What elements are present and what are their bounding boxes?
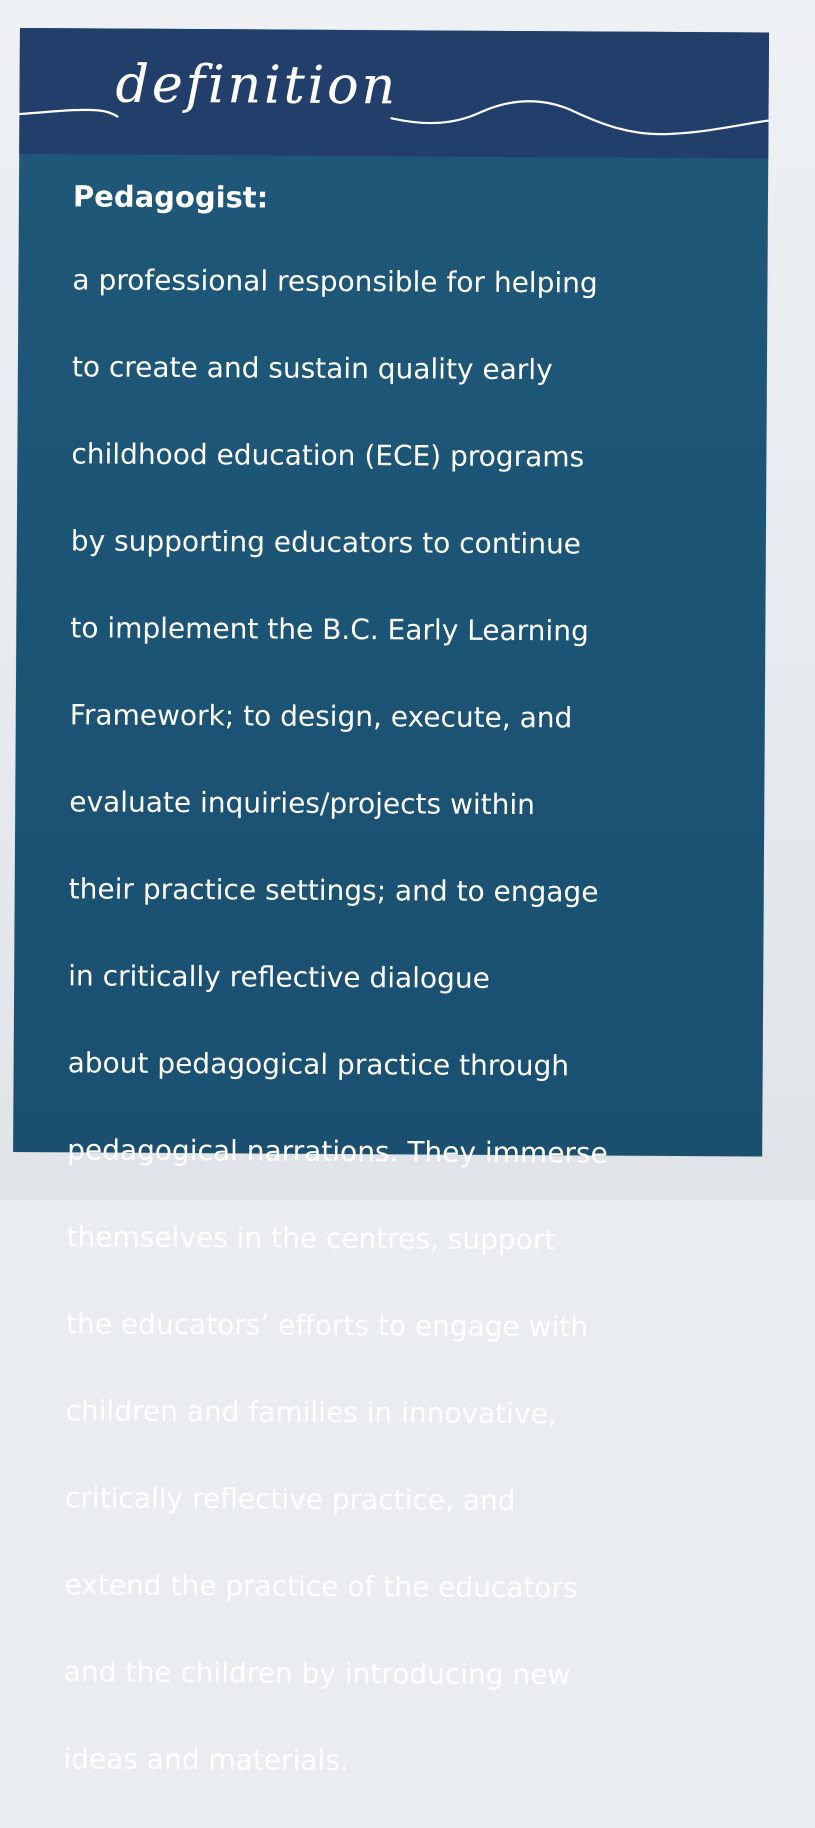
definition-line: their practice settings; and to engage [68, 871, 599, 909]
definition-line: and the children by introducing new [63, 1654, 571, 1691]
definition-line: to implement the B.C. Early Learning [70, 610, 589, 647]
definition-line: a professional responsible for helping [72, 262, 598, 300]
definition-line: pedagogical narrations. They immerse [67, 1132, 608, 1170]
term-heading: Pedagogist: [72, 179, 269, 215]
definition-line: evaluate inquiries/projects within [69, 784, 536, 821]
definition-line: extend the practice of the educators [64, 1567, 578, 1604]
definition-line: themselves in the centres, support [66, 1219, 556, 1256]
definition-line: to create and sustain quality early [71, 349, 553, 386]
definition-line: by supporting educators to continue [70, 523, 582, 560]
card-header [19, 28, 769, 159]
header-title: definition [115, 54, 399, 117]
definition-line: critically reflective practice, and [64, 1480, 516, 1517]
definition-line: ideas and materials. [63, 1741, 349, 1777]
definition-line: in critically reflective dialogue [68, 958, 490, 995]
definition-card [13, 28, 769, 1777]
definition-line: childhood education (ECE) programs [71, 436, 585, 473]
definition-line: the educators’ efforts to engage with [65, 1306, 589, 1343]
definition-line: Framework; to design, execute, and [69, 697, 573, 734]
card-body [63, 178, 745, 1828]
definition-line: about pedagogical practice through [67, 1045, 570, 1082]
definition-text [63, 214, 745, 1828]
definition-line: children and families in innovative, [65, 1393, 557, 1430]
